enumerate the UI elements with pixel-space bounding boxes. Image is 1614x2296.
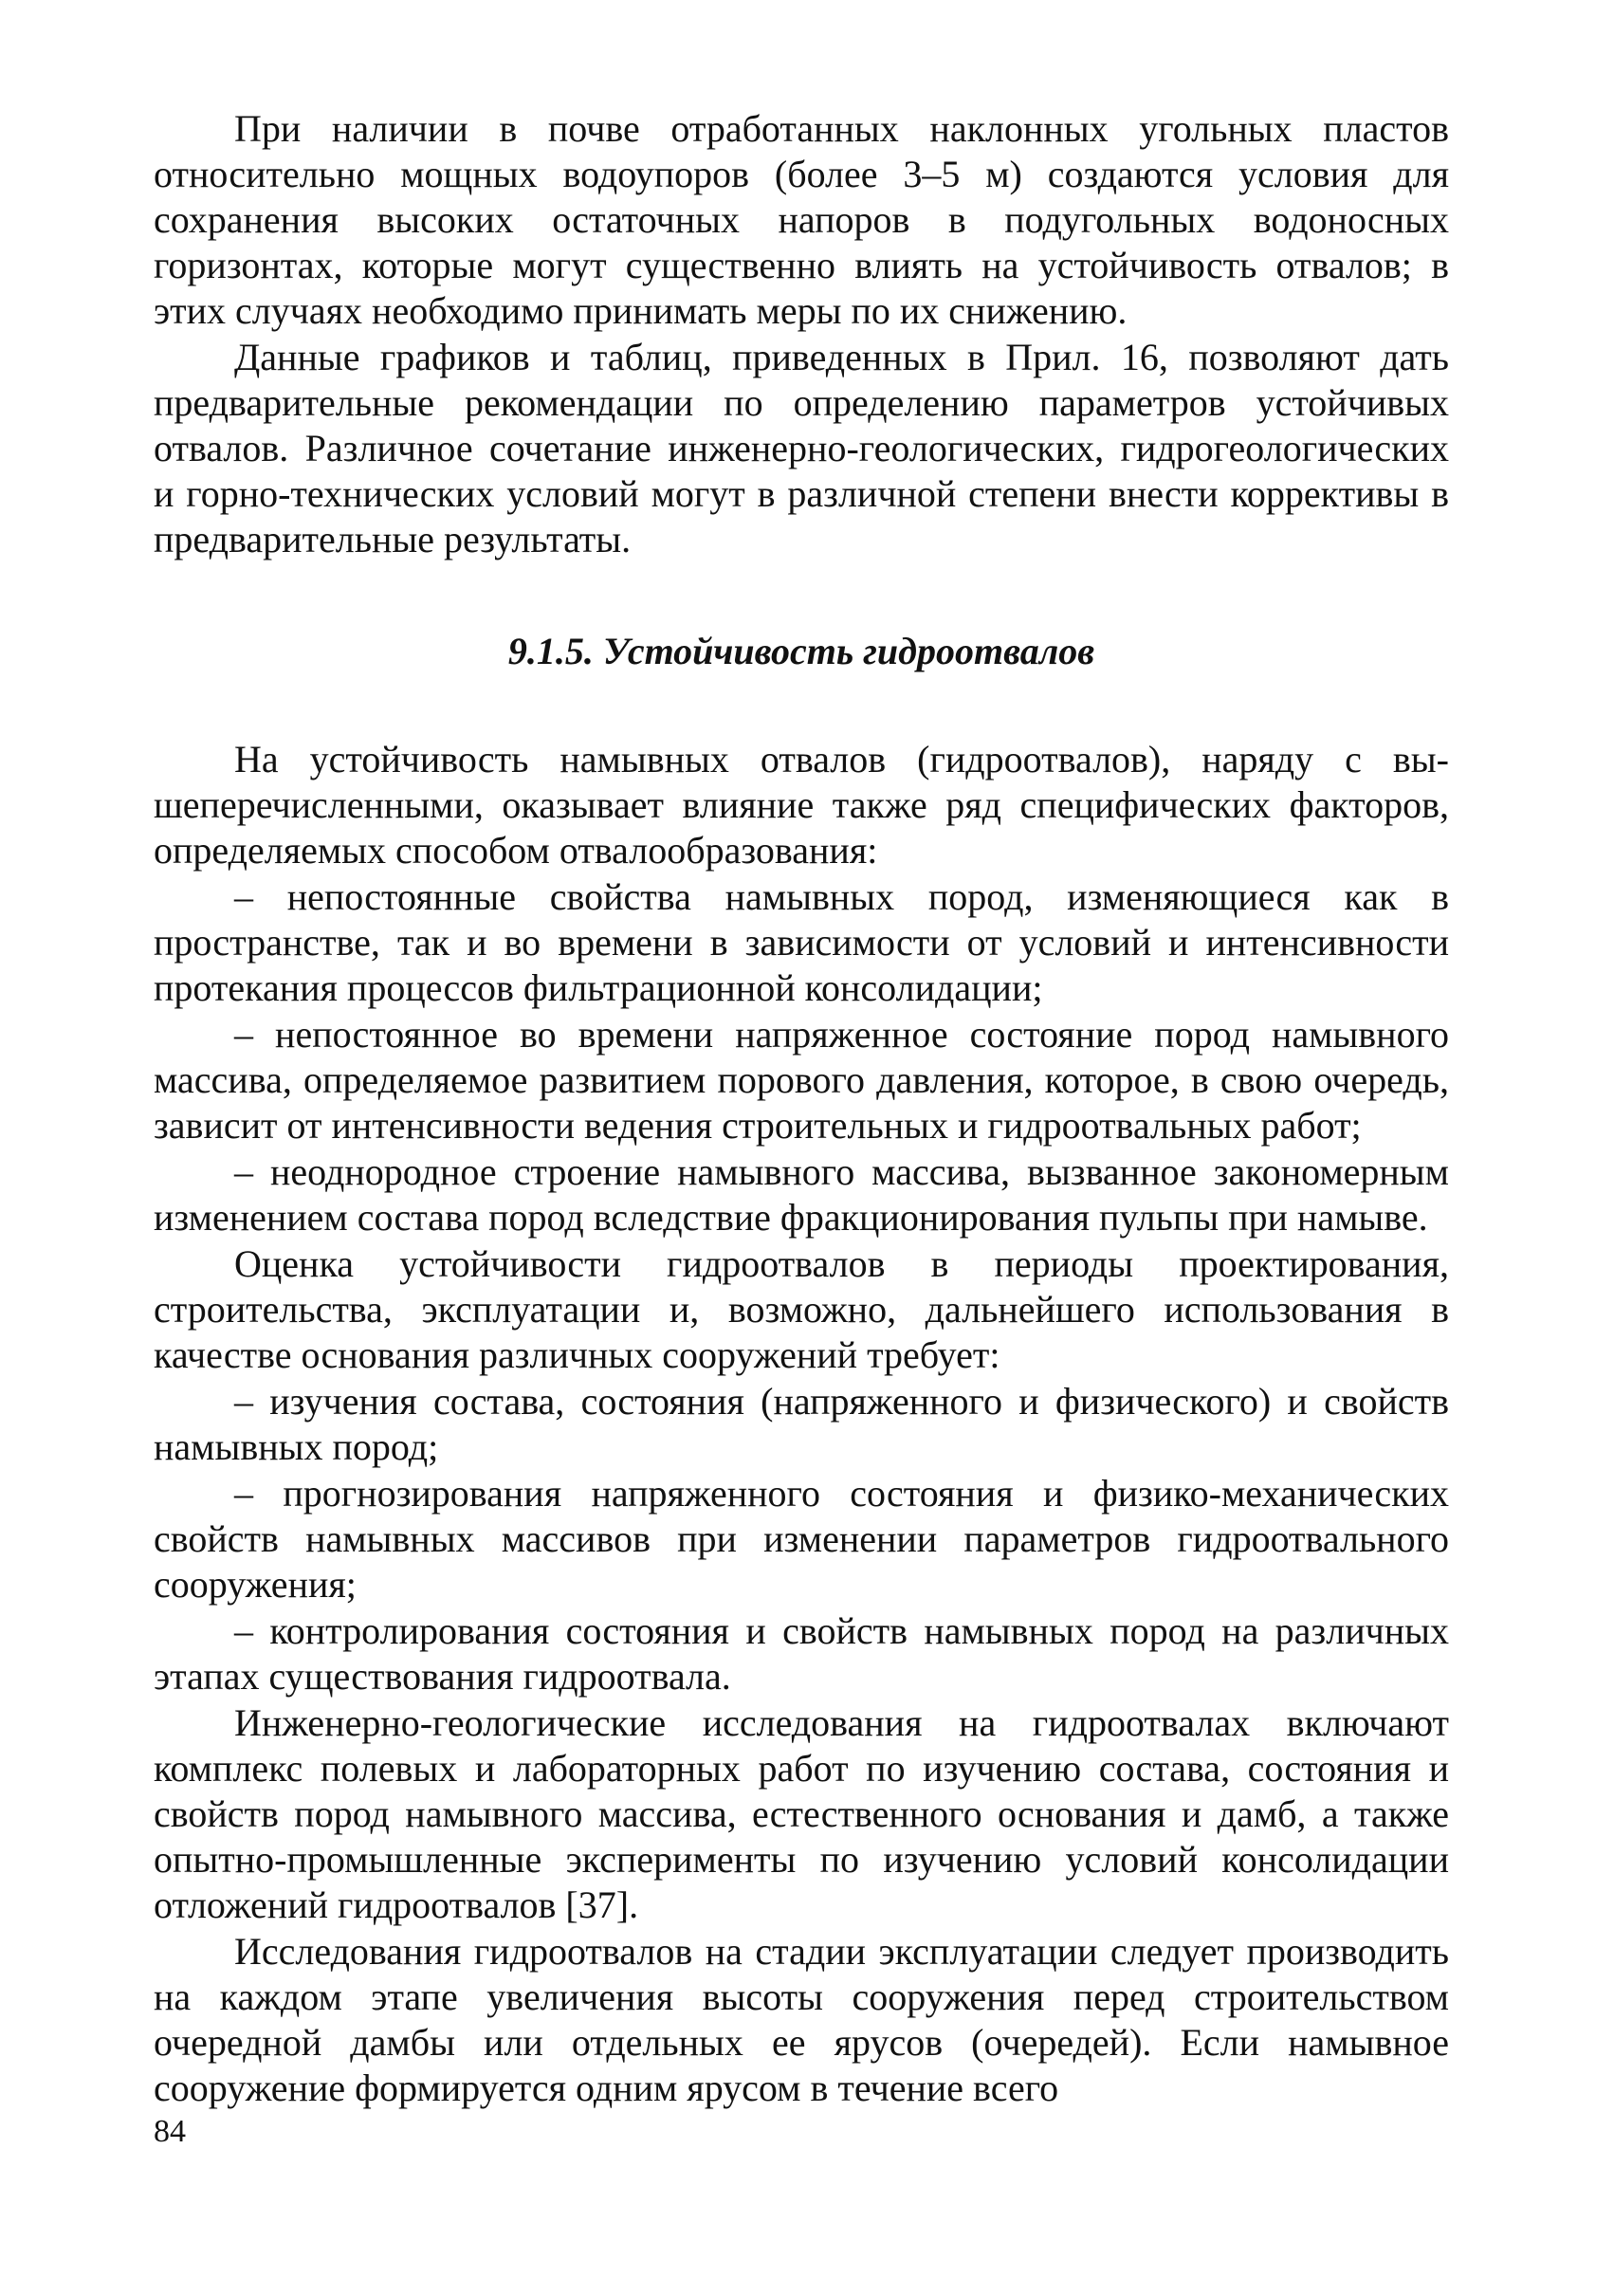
list-item-heterogeneity: – неоднородное строение намывного массива, вызванное закономерным изменением состава пород вследствие фракционирования пульпы при намыве. xyxy=(154,1150,1449,1239)
list-item-study: – изучения состава, состояния (напряженного и физического) и свойств намывных пород; xyxy=(154,1380,1449,1468)
paragraph-evaluation: Оценка устойчивости гидроотвалов в периоды проектирования, строительства, эксплуатации и, возможно, дальнейшего использования в качестве основания различных сооружений требует: xyxy=(154,1242,1449,1376)
page-body xyxy=(154,106,1449,2112)
paragraph-engineering-geology: Инженерно-геологические исследования на гидроотвалах включают комплекс полевых и лабораторных работ по изучению состава, состояния и свойств пород намывного массива, естественного основания и дамб, а также опытно-промышленные эксперименты по изучению условий консолидации отложений гидроотвалов [37]. xyxy=(154,1701,1449,1926)
paragraph-section-1: На устойчивость намывных отвалов (гидроотвалов), наряду с вышеперечисленными, оказывает влияние также ряд специфических факторов, определяемых способом отвалообразования: xyxy=(154,738,1449,872)
list-item-control: – контролирования состояния и свойств намывных пород на различных этапах существования гидроотвала. xyxy=(154,1609,1449,1698)
section-heading: 9.1.5. Устойчивость гидроотвалов xyxy=(507,630,1095,672)
paragraph-operation-stage: Исследования гидроотвалов на стадии эксплуатации следует производить на каждом этапе увеличения высоты сооружения перед строительством очередной дамбы или отдельных ее ярусов (очередей). Если намывное сооружение формируется одним ярусом в течение всего xyxy=(154,1930,1449,2109)
list-item-properties: – непостоянные свойства намывных пород, изменяющиеся как в пространстве, так и во времени в зависимости от условий и интенсивности протекания процессов фильтрационной консолидации; xyxy=(154,875,1449,1009)
list-item-forecast: – прогнозирования напряженного состояния и физико-механических свойств намывных массивов при изменении параметров гидроотвального сооружения; xyxy=(154,1472,1449,1606)
paragraph-intro-1: При наличии в почве отработанных наклонных угольных пластов относительно мощных водоупоров (более 3–5 м) создаются условия для сохранения высоких остаточных напоров в подугольных водоносных горизонтах, которые могут существенно влиять на устойчивость отвалов; в этих случаях необходимо принимать меры по их снижению. xyxy=(154,107,1449,332)
list-item-stress-state: – непостоянное во времени напряженное состояние пород намывного массива, определяемое развитием порового давления, которое, в свою очередь, зависит от интенсивности ведения строительных и гидроотвальных работ; xyxy=(154,1013,1449,1147)
page-number: 84 xyxy=(154,2114,186,2149)
paragraph-intro-2: Данные графиков и таблиц, приведенных в Прил. 16, позволяют дать предварительные рекомендации по определению параметров устойчивых отвалов. Различное сочетание инженерно-геологических, гидрогеологических и горно-технических условий могут в различной степени внести коррективы в предварительные результаты. xyxy=(154,336,1449,560)
